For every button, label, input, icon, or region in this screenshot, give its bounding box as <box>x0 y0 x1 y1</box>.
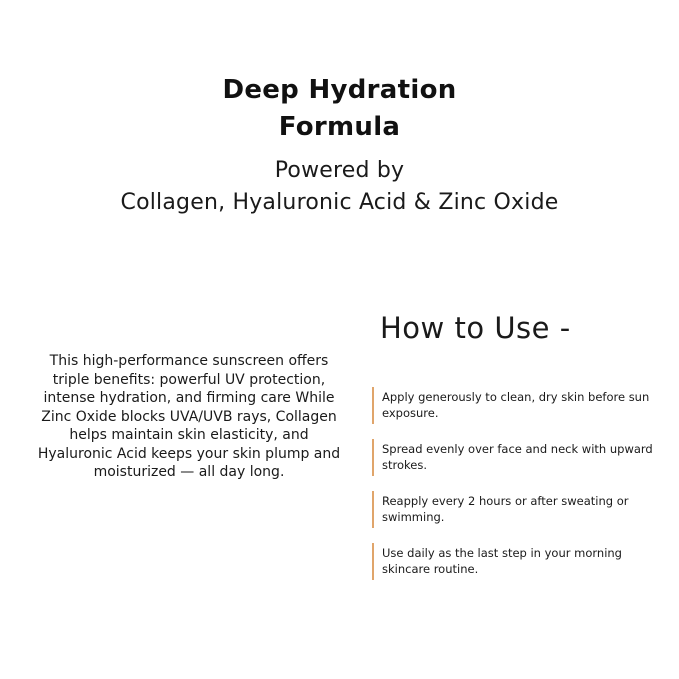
title-line-2: Formula <box>278 112 401 142</box>
title-line-1: Deep Hydration <box>222 75 457 105</box>
product-description: This high-performance sunscreen offers triple benefits: powerful UV protection, intense hydration, and firming care While Zinc Oxide blocks UVA/UVB rays, Collagen helps maintain skin elasticity, and Hyaluronic Acid keeps your skin plump and moisturized — all day long. <box>37 353 341 480</box>
subtitle-line-2: Collagen, Hyaluronic Acid & Zinc Oxide <box>120 190 559 215</box>
how-to-use-heading: How to Use - <box>380 311 571 345</box>
step-text: Use daily as the last step in your morning skincare routine. <box>382 546 622 576</box>
ingredients-subtitle <box>0 155 679 219</box>
how-to-use-steps <box>372 387 662 595</box>
step-text: Reapply every 2 hours or after sweating or swimming. <box>382 494 629 524</box>
step-item-1 <box>372 387 662 424</box>
step-text: Apply generously to clean, dry skin before sun exposure. <box>382 390 650 420</box>
step-item-3 <box>372 491 662 528</box>
product-title <box>0 72 679 146</box>
subtitle-line-1: Powered by <box>274 158 405 183</box>
step-item-4 <box>372 543 662 580</box>
step-text: Spread evenly over face and neck with upward strokes. <box>382 442 653 472</box>
step-item-2 <box>372 439 662 476</box>
